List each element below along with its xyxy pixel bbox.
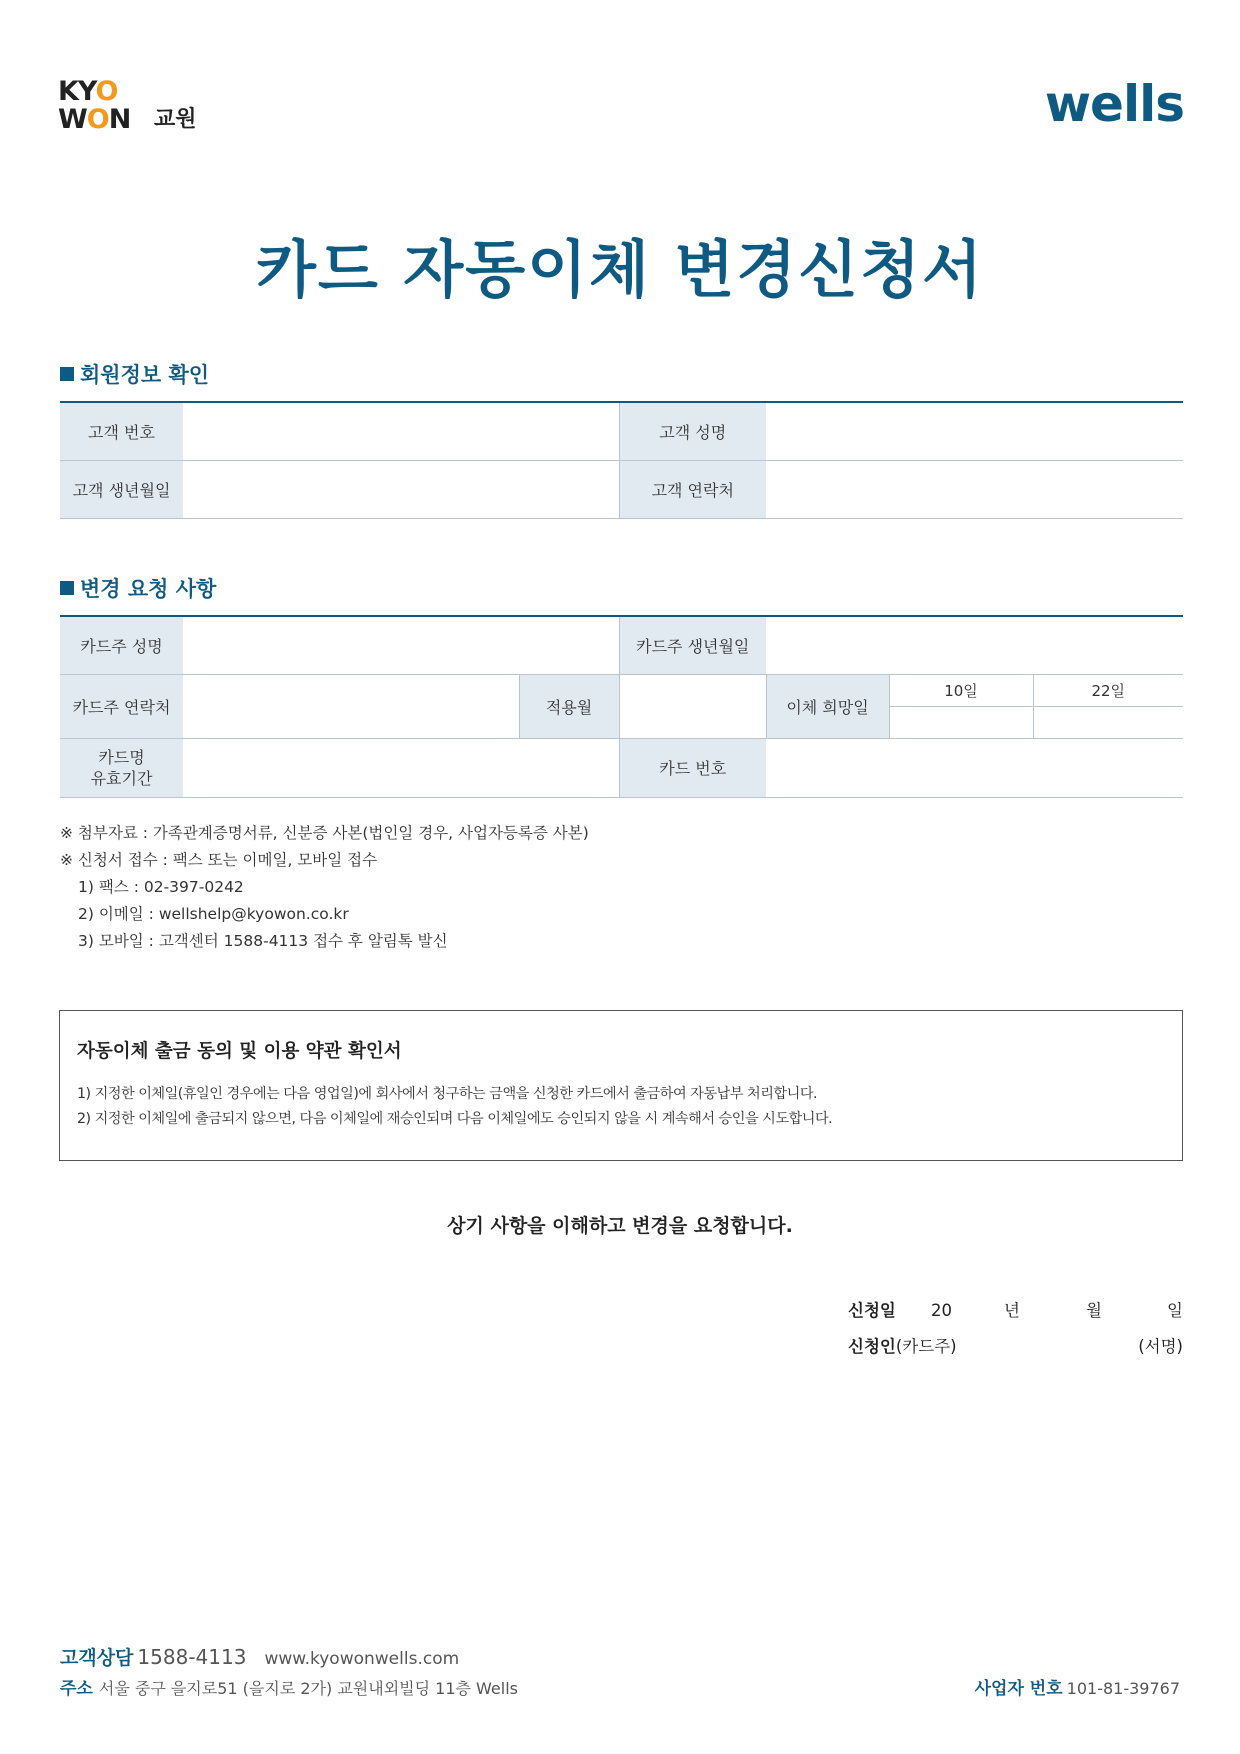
signature-label: (서명) [1138,1337,1183,1356]
transfer-day-label: 이체 희망일 [766,674,889,738]
day-option-10: 10일 [889,674,1033,706]
footer-business-no [975,1676,1180,1702]
biz-number: 101-81-39767 [1066,1679,1180,1698]
card-name-expiry-field[interactable] [183,738,619,797]
page-title: 카드 자동이체 변경신청서 [256,233,984,306]
card-name-expiry-label [60,738,183,797]
consent-line-1: 1) 지정한 이체일(휴일인 경우에는 다음 영업일)에 회사에서 청구하는 금액을 신청한 카드에서 출금하여 자동납부 처리합니다. [77,1086,818,1102]
kyowon-logo-korean: 교원 [154,107,197,132]
card-no-label: 카드 번호 [619,738,766,797]
card-name-label: 카드명 [98,747,145,767]
expiry-label: 유효기간 [90,768,153,788]
holder-contact-field[interactable] [183,674,519,738]
holder-contact-label: 카드주 연락처 [60,674,183,738]
year-label: 년 [1004,1301,1020,1320]
customer-no-label: 고객 번호 [60,402,183,460]
kyowon-logo [58,78,218,138]
day-label: 일 [1167,1301,1183,1320]
kyowon-logo-line1: KYO [58,76,118,107]
day-check-10[interactable] [889,706,1033,738]
month-label: 월 [1086,1301,1102,1320]
note-submission: ※ 신청서 접수 : 팩스 또는 이메일, 모바일 접수 [60,851,378,869]
applicant-label-group [848,1335,957,1359]
customer-name-label: 고객 성명 [619,402,766,460]
note-email: 2) 이메일 : wellshelp@kyowon.co.kr [78,905,349,923]
customer-birth-label: 고객 생년월일 [60,460,183,518]
year-prefix: 20 [931,1301,952,1320]
square-bullet-icon [60,581,74,595]
date-label: 신청일 [848,1301,896,1320]
applicant-sub-label: (카드주) [895,1337,957,1356]
card-no-field[interactable] [766,738,1183,797]
biz-label: 사업자 번호 [974,1679,1063,1699]
holder-birth-label: 카드주 생년월일 [619,616,766,674]
square-bullet-icon [60,367,74,381]
note-mobile: 3) 모바일 : 고객센터 1588-4113 접수 후 알림톡 발신 [78,932,448,950]
customer-contact-field[interactable] [766,460,1183,518]
day-option-22: 22일 [1033,674,1183,706]
customer-birth-field[interactable] [183,460,619,518]
applicant-label: 신청인 [848,1337,896,1356]
address-label: 주소 [60,1679,93,1699]
kyowon-logo-line2: WON [58,104,131,135]
wells-logo: wells [1044,75,1184,133]
holder-birth-field[interactable] [766,616,1183,674]
footer-contact [60,1644,459,1672]
holder-name-label: 카드주 성명 [60,616,183,674]
consent-title: 자동이체 출금 동의 및 이용 약관 확인서 [77,1041,402,1062]
footer-address [60,1676,518,1702]
member-section-title: 회원정보 확인 [60,361,209,389]
change-section-title: 변경 요청 사항 [60,575,216,603]
cs-number: 1588-4113 [137,1645,247,1669]
apply-month-label: 적용월 [519,674,619,738]
customer-name-field[interactable] [766,402,1183,460]
consent-line-2: 2) 지정한 이체일에 출금되지 않으면, 다음 이체일에 재승인되며 다음 이체일에도 승인되지 않을 시 계속해서 승인을 시도합니다. [77,1111,833,1127]
website-link[interactable]: www.kyowonwells.com [264,1649,460,1669]
customer-no-field[interactable] [183,402,619,460]
agreement-statement: 상기 사항을 이해하고 변경을 요청합니다. [447,1215,793,1237]
holder-name-field[interactable] [183,616,619,674]
notes [60,820,589,955]
note-attachment: ※ 첨부자료 : 가족관계증명서류, 신분증 사본(법인일 경우, 사업자등록증 사본) [60,824,589,842]
note-fax: 1) 팩스 : 02-397-0242 [78,878,244,896]
cs-label: 고객상담 [60,1647,134,1669]
consent-box [59,1010,1183,1161]
address-text: 서울 중구 을지로51 (을지로 2가) 교원내외빌딩 11층 Wells [98,1679,519,1698]
customer-contact-label: 고객 연락처 [619,460,766,518]
day-check-22[interactable] [1033,706,1183,738]
apply-month-field[interactable] [619,674,766,738]
change-request-table [60,615,1183,798]
member-info-table [60,401,1183,519]
